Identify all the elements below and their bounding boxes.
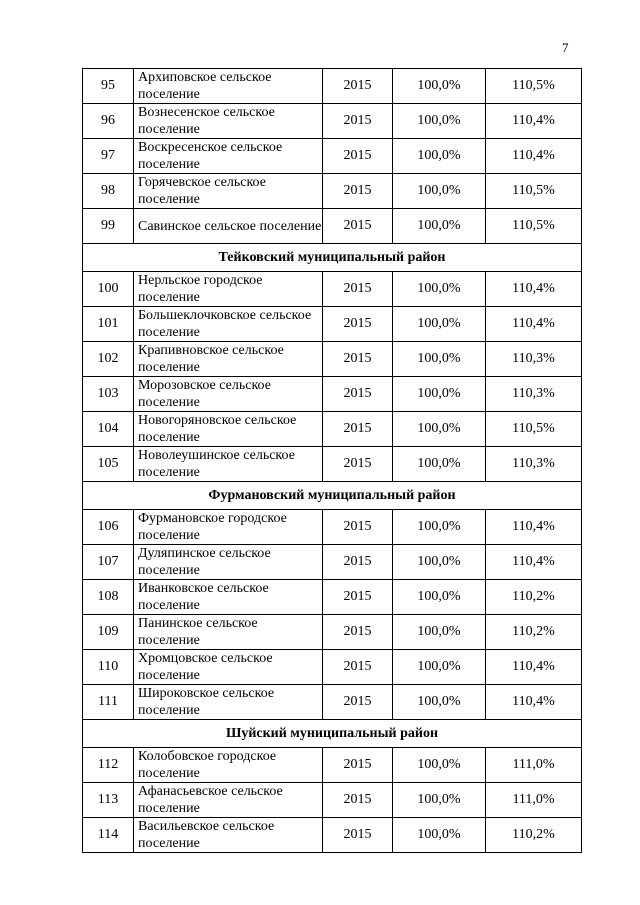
settlement-name: Новолеушинское сельское поселение	[134, 447, 323, 482]
year-cell: 2015	[323, 209, 393, 244]
row-number: 105	[83, 447, 134, 482]
row-number: 102	[83, 342, 134, 377]
year-cell: 2015	[323, 580, 393, 615]
percent-cell-2: 110,4%	[486, 510, 582, 545]
year-cell: 2015	[323, 272, 393, 307]
row-number: 98	[83, 174, 134, 209]
percent-cell-2: 110,5%	[486, 174, 582, 209]
percent-cell-2: 110,5%	[486, 69, 582, 104]
percent-cell-2: 110,4%	[486, 685, 582, 720]
year-cell: 2015	[323, 342, 393, 377]
percent-cell-1: 100,0%	[393, 685, 486, 720]
table-row	[83, 685, 582, 720]
district-header-row	[83, 720, 582, 748]
year-cell: 2015	[323, 412, 393, 447]
year-cell: 2015	[323, 545, 393, 580]
settlement-name: Хромцовское сельское поселение	[134, 650, 323, 685]
percent-cell-1: 100,0%	[393, 342, 486, 377]
percent-cell-1: 100,0%	[393, 447, 486, 482]
table-row	[83, 580, 582, 615]
percent-cell-1: 100,0%	[393, 104, 486, 139]
row-number: 99	[83, 209, 134, 244]
row-number: 107	[83, 545, 134, 580]
percent-cell-2: 110,2%	[486, 818, 582, 853]
settlement-name: Савинское сельское поселение	[134, 209, 323, 244]
percent-cell-1: 100,0%	[393, 209, 486, 244]
row-number: 97	[83, 139, 134, 174]
table-row	[83, 615, 582, 650]
percent-cell-1: 100,0%	[393, 580, 486, 615]
percent-cell-2: 110,4%	[486, 139, 582, 174]
district-title: Шуйский муниципальный район	[83, 720, 582, 748]
row-number: 113	[83, 783, 134, 818]
percent-cell-1: 100,0%	[393, 545, 486, 580]
year-cell: 2015	[323, 447, 393, 482]
table-body	[83, 69, 582, 853]
table-row	[83, 783, 582, 818]
percent-cell-1: 100,0%	[393, 510, 486, 545]
row-number: 111	[83, 685, 134, 720]
table-row	[83, 272, 582, 307]
row-number: 112	[83, 748, 134, 783]
page-number: 7	[562, 40, 569, 55]
settlement-name: Колобовское городское поселение	[134, 748, 323, 783]
percent-cell-1: 100,0%	[393, 748, 486, 783]
percent-cell-2: 110,3%	[486, 377, 582, 412]
table-row	[83, 69, 582, 104]
row-number: 110	[83, 650, 134, 685]
settlement-name: Иванковское сельское поселение	[134, 580, 323, 615]
settlement-name: Нерльское городское поселение	[134, 272, 323, 307]
year-cell: 2015	[323, 174, 393, 209]
percent-cell-1: 100,0%	[393, 818, 486, 853]
year-cell: 2015	[323, 685, 393, 720]
settlement-name: Широковское сельское поселение	[134, 685, 323, 720]
percent-cell-2: 110,2%	[486, 615, 582, 650]
table-row	[83, 650, 582, 685]
percent-cell-2: 110,4%	[486, 272, 582, 307]
row-number: 96	[83, 104, 134, 139]
percent-cell-1: 100,0%	[393, 615, 486, 650]
table-row	[83, 447, 582, 482]
year-cell: 2015	[323, 615, 393, 650]
table-row	[83, 104, 582, 139]
table-row	[83, 139, 582, 174]
table-row	[83, 818, 582, 853]
table-row	[83, 510, 582, 545]
percent-cell-2: 110,3%	[486, 447, 582, 482]
percent-cell-1: 100,0%	[393, 783, 486, 818]
percent-cell-1: 100,0%	[393, 69, 486, 104]
row-number: 100	[83, 272, 134, 307]
percent-cell-2: 110,5%	[486, 412, 582, 447]
row-number: 114	[83, 818, 134, 853]
district-title: Тейковский муниципальный район	[83, 244, 582, 272]
percent-cell-1: 100,0%	[393, 412, 486, 447]
district-header-row	[83, 482, 582, 510]
year-cell: 2015	[323, 510, 393, 545]
settlement-name: Архиповское сельское поселение	[134, 69, 323, 104]
table-row	[83, 307, 582, 342]
table-row	[83, 545, 582, 580]
settlement-name: Фурмановское городское поселение	[134, 510, 323, 545]
table-row	[83, 412, 582, 447]
percent-cell-1: 100,0%	[393, 272, 486, 307]
settlement-name: Большеклочковское сельское поселение	[134, 307, 323, 342]
percent-cell-2: 110,5%	[486, 209, 582, 244]
percent-cell-2: 111,0%	[486, 783, 582, 818]
settlement-name: Новогоряновское сельское поселение	[134, 412, 323, 447]
row-number: 101	[83, 307, 134, 342]
table-row	[83, 209, 582, 244]
row-number: 103	[83, 377, 134, 412]
year-cell: 2015	[323, 650, 393, 685]
settlement-name: Горячевское сельское поселение	[134, 174, 323, 209]
table-row	[83, 342, 582, 377]
year-cell: 2015	[323, 139, 393, 174]
year-cell: 2015	[323, 377, 393, 412]
district-title: Фурмановский муниципальный район	[83, 482, 582, 510]
settlements-table	[82, 68, 582, 853]
settlement-name: Дуляпинское сельское поселение	[134, 545, 323, 580]
settlement-name: Васильевское сельское поселение	[134, 818, 323, 853]
percent-cell-1: 100,0%	[393, 139, 486, 174]
year-cell: 2015	[323, 783, 393, 818]
settlement-name: Вознесенское сельское поселение	[134, 104, 323, 139]
percent-cell-1: 100,0%	[393, 174, 486, 209]
year-cell: 2015	[323, 307, 393, 342]
row-number: 95	[83, 69, 134, 104]
row-number: 108	[83, 580, 134, 615]
year-cell: 2015	[323, 748, 393, 783]
percent-cell-2: 110,4%	[486, 307, 582, 342]
settlement-name: Крапивновское сельское поселение	[134, 342, 323, 377]
percent-cell-2: 110,4%	[486, 545, 582, 580]
settlement-name: Морозовское сельское поселение	[134, 377, 323, 412]
row-number: 109	[83, 615, 134, 650]
percent-cell-2: 110,4%	[486, 104, 582, 139]
district-header-row	[83, 244, 582, 272]
year-cell: 2015	[323, 104, 393, 139]
row-number: 104	[83, 412, 134, 447]
percent-cell-2: 110,4%	[486, 650, 582, 685]
percent-cell-1: 100,0%	[393, 377, 486, 412]
table-row	[83, 748, 582, 783]
year-cell: 2015	[323, 69, 393, 104]
table-row	[83, 377, 582, 412]
percent-cell-2: 110,2%	[486, 580, 582, 615]
percent-cell-2: 110,3%	[486, 342, 582, 377]
year-cell: 2015	[323, 818, 393, 853]
percent-cell-2: 111,0%	[486, 748, 582, 783]
settlement-name: Афанасьевское сельское поселение	[134, 783, 323, 818]
row-number: 106	[83, 510, 134, 545]
settlement-name: Панинское сельское поселение	[134, 615, 323, 650]
table-row	[83, 174, 582, 209]
settlement-name: Воскресенское сельское поселение	[134, 139, 323, 174]
percent-cell-1: 100,0%	[393, 650, 486, 685]
percent-cell-1: 100,0%	[393, 307, 486, 342]
